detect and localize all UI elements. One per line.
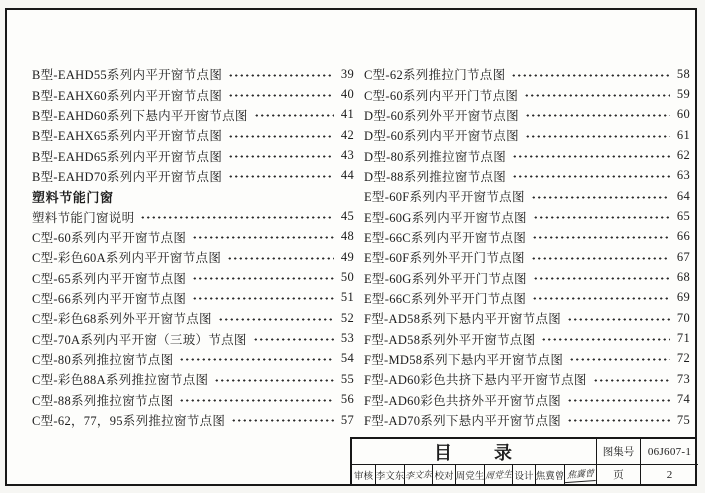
toc-entry-page: 39 xyxy=(340,66,354,81)
toc-entry xyxy=(32,145,354,165)
toc-entry-title: C型-彩色88A系列推拉窗节点图 xyxy=(32,373,209,388)
toc-entry-page: 51 xyxy=(340,290,354,305)
toc-entry xyxy=(364,105,690,125)
toc-entry-title: B型-EAHX60系列内平开窗节点图 xyxy=(32,88,223,103)
toc-entry-page: 44 xyxy=(340,168,354,183)
toc-entry-page: 65 xyxy=(676,209,690,224)
toc-entry xyxy=(32,166,354,186)
toc-entry xyxy=(32,410,354,430)
toc-entry-page: 74 xyxy=(676,392,690,407)
toc-entry xyxy=(32,390,354,410)
toc-entry-page: 60 xyxy=(676,107,690,122)
toc-entry xyxy=(364,410,690,430)
proof-label: 校对 xyxy=(432,465,455,484)
toc-entry-page: 73 xyxy=(676,371,690,386)
drawing-sheet xyxy=(5,8,697,486)
toc-entry-page: 67 xyxy=(676,249,690,264)
toc-entry-page: 70 xyxy=(676,310,690,325)
toc-entry-title: C型-88系列推拉窗节点图 xyxy=(32,393,174,408)
dot-leader xyxy=(567,390,670,410)
dot-leader xyxy=(179,390,334,410)
dot-leader xyxy=(533,206,670,226)
toc-entry xyxy=(364,64,690,84)
dot-leader xyxy=(228,145,334,165)
toc-entry-page: 45 xyxy=(340,209,354,224)
dot-leader xyxy=(512,166,670,186)
toc-entry xyxy=(364,349,690,369)
dot-leader xyxy=(192,267,334,287)
toc-entry-page: 61 xyxy=(676,127,690,142)
toc-entry xyxy=(364,267,690,287)
toc-entry-title: F型-AD60彩色共挤外平开窗节点图 xyxy=(364,393,562,408)
design-label: 设计 xyxy=(512,465,535,484)
dot-leader xyxy=(214,369,334,389)
toc-entry xyxy=(364,369,690,389)
toc-entry xyxy=(32,247,354,267)
toc-entry xyxy=(364,166,690,186)
toc-entry xyxy=(364,145,690,165)
dot-leader xyxy=(533,267,670,287)
dot-leader xyxy=(192,288,334,308)
toc-entry-title: C型-70A系列内平开窗（三玻）节点图 xyxy=(32,332,247,347)
dot-leader xyxy=(228,166,334,186)
toc-entry xyxy=(364,227,690,247)
dot-leader xyxy=(531,247,670,267)
toc-entry-page: 40 xyxy=(340,87,354,102)
toc-entry xyxy=(32,328,354,348)
toc-entry-title: B型-EAHD55系列内平开窗节点图 xyxy=(32,68,223,83)
toc-column-left xyxy=(32,64,354,430)
toc-entry-page: 49 xyxy=(340,249,354,264)
toc-entry xyxy=(32,227,354,247)
toc-entry-title: C型-60系列内平开门节点图 xyxy=(364,88,519,103)
toc-entry xyxy=(32,369,354,389)
dot-leader xyxy=(512,145,670,165)
toc-entry xyxy=(32,308,354,328)
dot-leader xyxy=(140,206,334,226)
toc-entry xyxy=(364,125,690,145)
design-signature: 焦冀曾 xyxy=(564,465,596,484)
toc-entry-title: E型-66C系列内平开窗节点图 xyxy=(364,230,527,245)
toc-entry-page: 53 xyxy=(340,331,354,346)
toc-entry-page: 58 xyxy=(676,66,690,81)
dot-leader xyxy=(231,410,334,430)
toc-entry-title: E型-60F系列外平开门节点图 xyxy=(364,251,525,266)
review-label: 审核 xyxy=(353,471,373,482)
dot-leader xyxy=(253,328,334,348)
dot-leader xyxy=(228,125,334,145)
toc-entry-page: 42 xyxy=(340,127,354,142)
toc-entry-page: 68 xyxy=(676,270,690,285)
toc-entry-title: B型-EAHD70系列内平开窗节点图 xyxy=(32,169,223,184)
toc-entry-title: B型-EAHX65系列内平开窗节点图 xyxy=(32,129,223,144)
atlas-number-value: 06J607-1 xyxy=(640,439,698,464)
proof-name: 周党生 xyxy=(455,465,484,484)
toc-entry-title: C型-彩色60A系列内平开窗节点图 xyxy=(32,251,222,266)
toc-entry-title: F型-MD58系列下悬内平开窗节点图 xyxy=(364,352,564,367)
toc-entry-title: D型-88系列推拉窗节点图 xyxy=(364,169,507,184)
toc-entry-page: 55 xyxy=(340,371,354,386)
toc-entry-title: D型-80系列推拉窗节点图 xyxy=(364,149,507,164)
toc-entry-page: 41 xyxy=(340,107,354,122)
dot-leader xyxy=(532,288,670,308)
toc-entry-title: B型-EAHD60系列下悬内平开窗节点图 xyxy=(32,108,248,123)
toc-entry-title: B型-EAHD65系列内平开窗节点图 xyxy=(32,149,223,164)
toc-entry-page: 50 xyxy=(340,270,354,285)
proof-signature: 周党生 xyxy=(484,465,512,484)
toc-entry xyxy=(32,186,354,206)
toc-entry xyxy=(364,308,690,328)
toc-entry-title: C型-80系列推拉窗节点图 xyxy=(32,352,174,367)
toc-entry xyxy=(364,288,690,308)
review-signature: 李文东 xyxy=(404,465,432,484)
toc-entry-page: 62 xyxy=(676,148,690,163)
toc-entry-page: 63 xyxy=(676,168,690,183)
toc-entry xyxy=(32,105,354,125)
toc-entry-title: F型-AD58系列外平开窗节点图 xyxy=(364,332,536,347)
toc-entry-title: F型-AD58系列下悬内平开窗节点图 xyxy=(364,312,562,327)
dot-leader xyxy=(192,227,334,247)
toc-entry-title: E型-60F系列内平开窗节点图 xyxy=(364,190,525,205)
toc-entry-page: 75 xyxy=(676,412,690,427)
toc-entry-page: 57 xyxy=(340,412,354,427)
toc-entry-title: C型-彩色68系列外平开窗节点图 xyxy=(32,312,212,327)
dot-leader xyxy=(179,349,334,369)
toc-entry xyxy=(32,125,354,145)
dot-leader xyxy=(567,308,670,328)
toc-entry-page: 52 xyxy=(340,310,354,325)
toc-entry-page: 71 xyxy=(676,331,690,346)
dot-leader xyxy=(531,186,670,206)
dot-leader xyxy=(228,64,334,84)
toc-entry-page: 43 xyxy=(340,148,354,163)
design-name: 焦冀曾 xyxy=(535,465,564,484)
dot-leader xyxy=(532,227,670,247)
toc-entry xyxy=(32,267,354,287)
toc-entry-title: E型-60G系列外平开门节点图 xyxy=(364,271,527,286)
toc-entry-title: F型-AD60彩色共挤下悬内平开窗节点图 xyxy=(364,373,587,388)
toc-entry-page: 66 xyxy=(676,229,690,244)
toc-entry xyxy=(364,206,690,226)
toc-entry-page: 48 xyxy=(340,229,354,244)
dot-leader xyxy=(228,84,334,104)
toc-entry xyxy=(32,206,354,226)
credits-strip xyxy=(352,464,596,484)
review-name: 李文东 xyxy=(375,465,404,484)
toc-entry-title: C型-62，77，95系列推拉窗节点图 xyxy=(32,414,226,429)
toc-entry-title: E型-60G系列内平开窗节点图 xyxy=(364,210,527,225)
toc-entry-page: 69 xyxy=(676,290,690,305)
dot-leader xyxy=(593,369,670,389)
toc-entry xyxy=(32,84,354,104)
toc-entry-title: 塑料节能门窗说明 xyxy=(32,210,135,225)
toc-entry-page: 72 xyxy=(676,351,690,366)
document-title: 目 录 xyxy=(434,442,514,463)
toc-entry-title: F型-AD70系列下悬内平开窗节点图 xyxy=(364,414,562,429)
page-number: 2 xyxy=(640,464,698,484)
toc-entry xyxy=(364,247,690,267)
dot-leader xyxy=(254,105,334,125)
toc-entry-title: D型-60系列外平开窗节点图 xyxy=(364,108,519,123)
dot-leader xyxy=(218,308,334,328)
toc-column-right xyxy=(364,64,690,430)
toc-entry xyxy=(32,288,354,308)
toc-entry-page: 54 xyxy=(340,351,354,366)
toc-entry-page: 64 xyxy=(676,188,690,203)
toc-entry-title: D型-60系列内平开窗节点图 xyxy=(364,129,519,144)
dot-leader xyxy=(511,64,670,84)
toc-entry-title: 塑料节能门窗 xyxy=(32,189,114,205)
toc-entry-title: C型-60系列内平开窗节点图 xyxy=(32,230,187,245)
dot-leader xyxy=(525,105,670,125)
toc-entry-title: C型-62系列推拉门节点图 xyxy=(364,68,506,83)
dot-leader xyxy=(227,247,334,267)
toc-entry xyxy=(364,84,690,104)
toc-entry xyxy=(32,349,354,369)
dot-leader xyxy=(525,125,670,145)
atlas-number-label: 图集号 xyxy=(596,439,640,464)
toc-entry-page: 59 xyxy=(676,87,690,102)
toc-entry-title: C型-66系列内平开窗节点图 xyxy=(32,291,187,306)
toc-entry xyxy=(364,186,690,206)
toc-entry xyxy=(364,390,690,410)
toc-entry-title: C型-65系列内平开窗节点图 xyxy=(32,271,187,286)
dot-leader xyxy=(524,84,670,104)
dot-leader xyxy=(569,349,670,369)
toc-entry xyxy=(364,328,690,348)
toc-entry-page: 56 xyxy=(340,392,354,407)
dot-leader xyxy=(567,410,670,430)
toc-entry-title: E型-66C系列外平开门节点图 xyxy=(364,291,527,306)
dot-leader xyxy=(541,328,670,348)
title-block xyxy=(350,437,697,486)
page-label: 页 xyxy=(596,464,640,484)
toc-entry xyxy=(32,64,354,84)
